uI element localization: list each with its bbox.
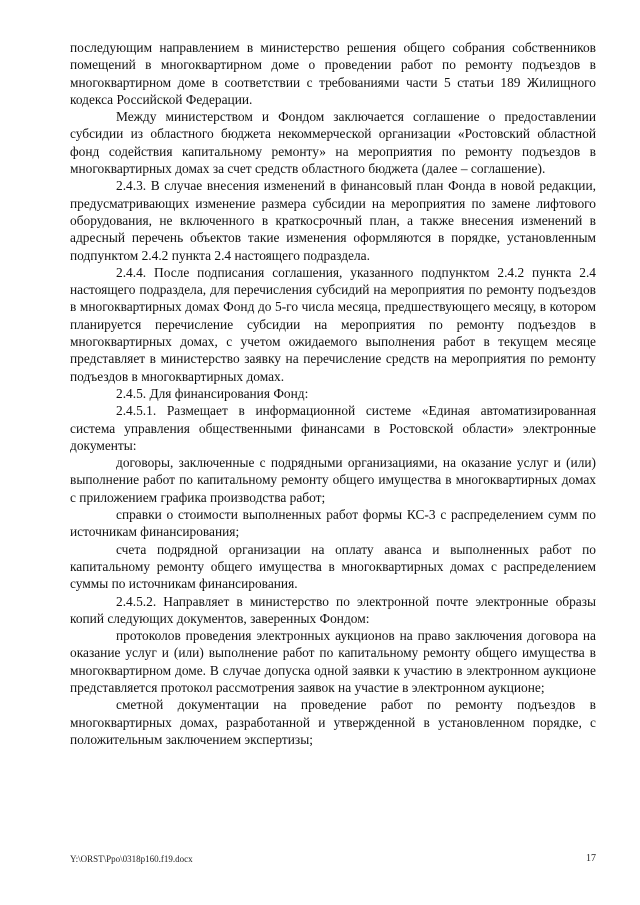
footer-file-path: Y:\ORST\Ppo\0318p160.f19.docx bbox=[70, 854, 193, 864]
paragraph-continuation: последующим направлением в министерство решения общего собрания собственников помещений в многоквартирном доме о проведении работ по ремонту подъездов в многоквартирном доме в соответствии с требованиями части 5 статьи 189 Жилищного кодекса Российской Федерации. bbox=[70, 40, 596, 107]
list-item-auction-protocols: протоколов проведения электронных аукционов на право заключения договора на оказание услуг и (или) выполнение работ по капитальному ремонту общего имущества в многоквартирном доме. В случае допуска одной заявки к участию в электронном аукционе представляется протокол рассмотрения заявок на участие в электронном аукционе; bbox=[70, 628, 596, 695]
document-body bbox=[70, 39, 596, 748]
footer-page-number: 17 bbox=[586, 853, 596, 864]
paragraph-2-4-5-2: 2.4.5.2. Направляет в министерство по электронной почте электронные образы копий следующих документов, заверенных Фондом: bbox=[70, 593, 596, 626]
list-item-invoices: счета подрядной организации на оплату аванса и выполненных работ по капитальному ремонту общего имущества в многоквартирных домах с распределением суммы по источникам финансирования. bbox=[70, 541, 596, 592]
paragraph-2-4-5: 2.4.5. Для финансирования Фонд: bbox=[116, 385, 309, 401]
paragraph-2-4-5-1: 2.4.5.1. Размещает в информационной системе «Единая автоматизированная система управления общественными финансами в Ростовской области» электронные документы: bbox=[70, 403, 596, 453]
paragraph-2-4-3: 2.4.3. В случае внесения изменений в финансовый план Фонда в новой редакции, предусматривающих изменение размера субсидии на мероприятия по замене лифтового оборудования, не включенного в краткосрочный план, а также внесения изменений в адресный перечень объектов такие изменения оформляются в порядке, установленным подпунктом 2.4.2 пункта 2.4 настоящего подраздела. bbox=[70, 178, 596, 263]
paragraph-agreement: Между министерством и Фондом заключается соглашение о предоставлении субсидии из областного бюджета некоммерческой организации «Ростовский областной фонд содействия капитальному ремонту» на мероприятия по ремонту подъездов в многоквартирных домах за счет средств областного бюджета (далее – соглашение). bbox=[70, 109, 596, 177]
list-item-ks3-certificates: справки о стоимости выполненных работ формы КС-3 с распределением сумм по источникам финансирования; bbox=[70, 507, 596, 540]
list-item-estimate-documentation: сметной документации на проведение работ по ремонту подъездов в многоквартирных домах, разработанной и утвержденной в установленном порядке, с положительным заключением экспертизы; bbox=[70, 697, 596, 747]
paragraph-2-4-4: 2.4.4. После подписания соглашения, указанного подпунктом 2.4.2 пункта 2.4 настоящего подраздела, для перечисления субсидий на мероприятия по ремонту подъездов в многоквартирных домах Фонд до 5-го числа месяца, предшествующего месяцу, в котором планируется перечисление субсидии на мероприятия по ремонту подъездов в многоквартирных домах, с учетом ожидаемого выполнения работ в текущем месяце представляет в министерство заявку на перечисление средств на мероприятия по ремонту подъездов в многоквартирных домах. bbox=[70, 264, 596, 384]
list-item-contracts: договоры, заключенные с подрядными организациями, на оказание услуг и (или) выполнение работ по капитальному ремонту общего имущества в многоквартирных домах с приложением графика производства работ; bbox=[70, 455, 596, 505]
page-footer bbox=[70, 852, 596, 866]
